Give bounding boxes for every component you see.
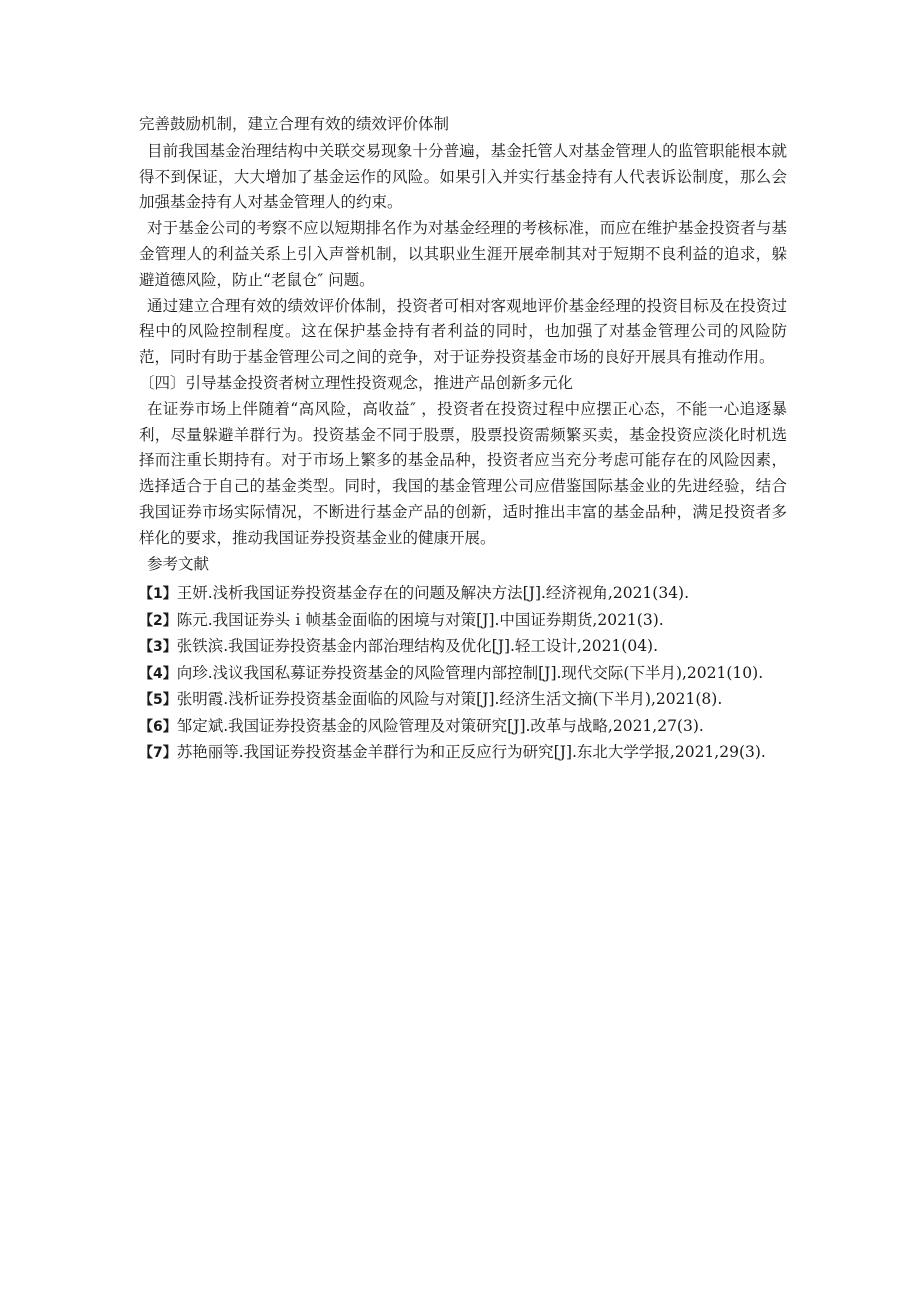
paragraph-3: 通过建立合理有效的绩效评价体制，投资者可相对客观地评价基金经理的投资目标及在投资过程中的风险控制程度。这在保护基金持有者利益的同时，也加强了对基金管理公司的风险防范，同时有助于基金管理公司之间的竞争，对于证券投资基金市场的良好开展具有推动作用。 — [139, 296, 787, 367]
reference-item — [139, 687, 787, 714]
reference-item — [139, 608, 787, 635]
paragraph-1: 目前我国基金治理结构中关联交易现象十分普遍，基金托管人对基金管理人的监管职能根本就得不到保证，大大增加了基金运作的风险。如果引入并实行基金持有人代表诉讼制度，那么会加强基金持有人对基金管理人的约束。 — [139, 141, 787, 212]
reference-text: 张明霞.浅析证券投资基金面临的风险与对策[J].经济生活文摘(下半月),2021(8). — [176, 690, 723, 709]
reference-text: 向珍.浅议我国私募证券投资基金的风险管理内部控制[J].现代交际(下半月),2021(10). — [176, 663, 764, 682]
reference-text: 张铁滨.我国证券投资基金内部治理结构及优化[J].轻工设计,2021(04). — [176, 637, 659, 656]
reference-number: 【1】 — [139, 586, 177, 603]
reference-text: 陈元.我国证券头ｉ帧基金面临的困境与对策[J].中国证券期货,2021(3). — [176, 610, 664, 629]
reference-number: 【5】 — [139, 692, 177, 709]
paragraph-2: 对于基金公司的考察不应以短期排名作为对基金经理的考核标准，而应在维护基金投资者与基金管理人的利益关系上引入声誉机制，以其职业生涯开展牵制其对于短期不良利益的追求，躲避道德风险，防止“老鼠仓″ 问题。 — [139, 219, 787, 289]
reference-number: 【6】 — [139, 718, 177, 735]
reference-item — [139, 581, 787, 608]
paragraph-4: 在证券市场上伴随着“高风险，高收益″ ，投资者在投资过程中应摆正心态，不能一心追逐暴利，尽量躲避羊群行为。投资基金不同于股票，股票投资需频繁买卖，基金投资应淡化时机选择而注重长期持有。对于市场上繁多的基金品种，投资者应当充分考虑可能存在的风险因素，选择适合于自己的基金类型。同时，我国的基金管理公司应借鉴国际基金业的先进经验，结合我国证券市场实际情况，不断进行基金产品的创新，适时推出丰富的基金品种，满足投资者多样化的要求，推动我国证券投资基金业的健康开展。 — [139, 399, 787, 547]
reference-number: 【3】 — [139, 639, 177, 656]
reference-text: 邹定斌.我国证券投资基金的风险管理及对策研究[J].改革与战略,2021,27(3). — [176, 716, 704, 735]
reference-number: 【7】 — [139, 745, 177, 762]
subheading: 〔四〕引导基金投资者树立理性投资观念，推进产品创新多元化 — [139, 373, 574, 392]
reference-number: 【2】 — [139, 612, 177, 629]
reference-number: 【4】 — [139, 665, 177, 682]
reference-list — [139, 581, 787, 767]
document-page — [139, 112, 787, 767]
reference-item — [139, 714, 787, 741]
section-heading: 完善鼓励机制，建立合理有效的绩效评价体制 — [139, 115, 450, 133]
references-title: 参考文献 — [147, 554, 210, 573]
reference-text: 苏艳丽等.我国证券投资基金羊群行为和正反应行为研究[J].东北大学学报,2021,29(3). — [176, 743, 766, 762]
reference-item — [139, 634, 787, 661]
reference-item — [139, 661, 787, 688]
reference-item — [139, 740, 787, 767]
reference-text: 王妍.浅析我国证券投资基金存在的问题及解决方法[J].经济视角,2021(34). — [176, 584, 690, 603]
